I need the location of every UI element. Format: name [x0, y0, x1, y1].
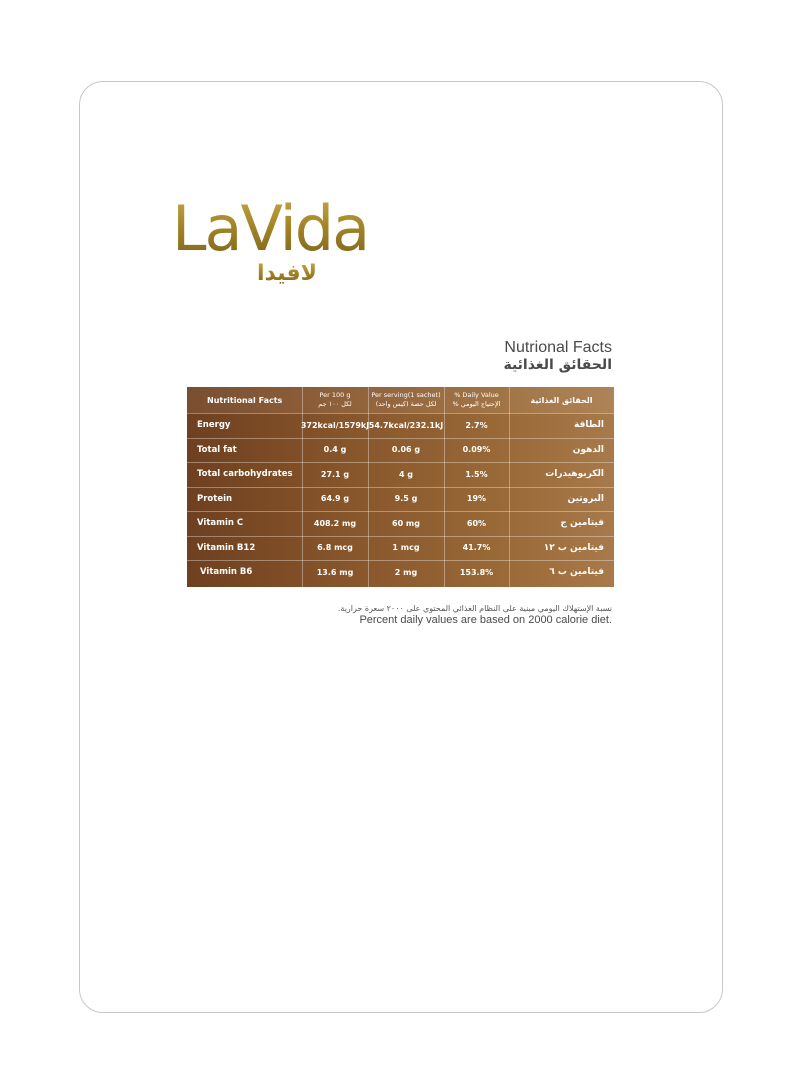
daily-value: 60%	[466, 518, 487, 528]
per-serving-value: 60 mg	[392, 518, 420, 528]
nutrient-name-ar: الطاقة	[574, 420, 604, 431]
daily-value: 153.8%	[459, 567, 494, 577]
header-daily-value: % Daily Value % الإحتياج اليومي	[452, 391, 501, 408]
nutrient-name-ar: فيتامين ج	[560, 518, 604, 529]
header-per-serving: Per serving(1 sachet) لكل حصة (كيس واحد)	[371, 391, 441, 408]
table-row	[187, 487, 614, 512]
nutrient-name: Total fat	[197, 444, 237, 455]
lavida-logo	[172, 180, 387, 285]
nutrient-name-ar: الدهون	[572, 444, 604, 455]
nutrient-name: Vitamin B12	[197, 542, 256, 553]
logo-arabic: لافيدا	[256, 261, 318, 285]
table-header-row	[187, 387, 614, 413]
header-nutritional-facts: Nutritional Facts	[207, 395, 283, 405]
daily-value: 41.7%	[462, 543, 491, 553]
nutrient-name: Energy	[197, 420, 231, 431]
per-100g-value: 0.4 g	[323, 445, 347, 455]
per-serving-value: 0.06 g	[391, 445, 421, 455]
nutrient-name: Vitamin C	[197, 518, 244, 529]
per-100g-value: 408.2 mg	[313, 518, 357, 528]
per-serving-value: 9.5 g	[394, 494, 418, 504]
per-100g-value: 64.9 g	[320, 494, 350, 504]
table-row	[187, 511, 614, 536]
table-row	[187, 413, 614, 438]
per-100g-value: 27.1 g	[320, 469, 350, 479]
nutrient-name-ar: الكربوهيدرات	[545, 469, 604, 480]
table-row	[187, 560, 614, 585]
nutrient-name: Vitamin B6	[200, 567, 253, 578]
daily-value-note-en: Percent daily values are based on 2000 calorie diet.	[359, 614, 612, 626]
nutrient-name-ar: فيتامين ب ٦	[549, 567, 604, 578]
table-row	[187, 536, 614, 561]
daily-value: 0.09%	[462, 445, 491, 455]
per-100g-value: 372kcal/1579kJ	[300, 420, 370, 430]
per-serving-value: 1 mcg	[392, 543, 420, 553]
per-100g-value: 13.6 mg	[316, 567, 354, 577]
logo-wordmark: LaVida	[172, 192, 369, 265]
daily-value: 1.5%	[465, 469, 488, 479]
daily-value: 2.7%	[465, 420, 488, 430]
header-per-100g: Per 100 g لكل ١٠٠ جم	[318, 391, 352, 408]
daily-value: 19%	[466, 494, 487, 504]
per-100g-value: 6.8 mcg	[317, 543, 353, 553]
nutrition-table	[187, 387, 614, 587]
per-serving-value: 4 g	[398, 469, 414, 479]
per-serving-value: 2 mg	[394, 567, 418, 577]
per-serving-value: 54.7kcal/232.1kJ	[368, 420, 444, 430]
nutrient-name: Total carbohydrates	[197, 469, 293, 480]
table-row	[187, 438, 614, 463]
facts-title-en: Nutrional Facts	[504, 339, 612, 356]
facts-title-ar: الحقائق الغذائية	[503, 357, 612, 373]
nutrient-name-ar: البروتين	[567, 493, 604, 504]
header-nutritional-facts-ar: الحقائق الغذائية	[530, 395, 593, 405]
nutrient-name: Protein	[197, 493, 233, 504]
table-row	[187, 462, 614, 487]
daily-value-note-ar: نسبة الإستهلاك اليومي مبنية على النظام الغذائي المحتوي على ٢٠٠٠ سعرة حرارية.	[337, 604, 612, 613]
nutrient-name-ar: فيتامين ب ١٢	[543, 542, 604, 553]
